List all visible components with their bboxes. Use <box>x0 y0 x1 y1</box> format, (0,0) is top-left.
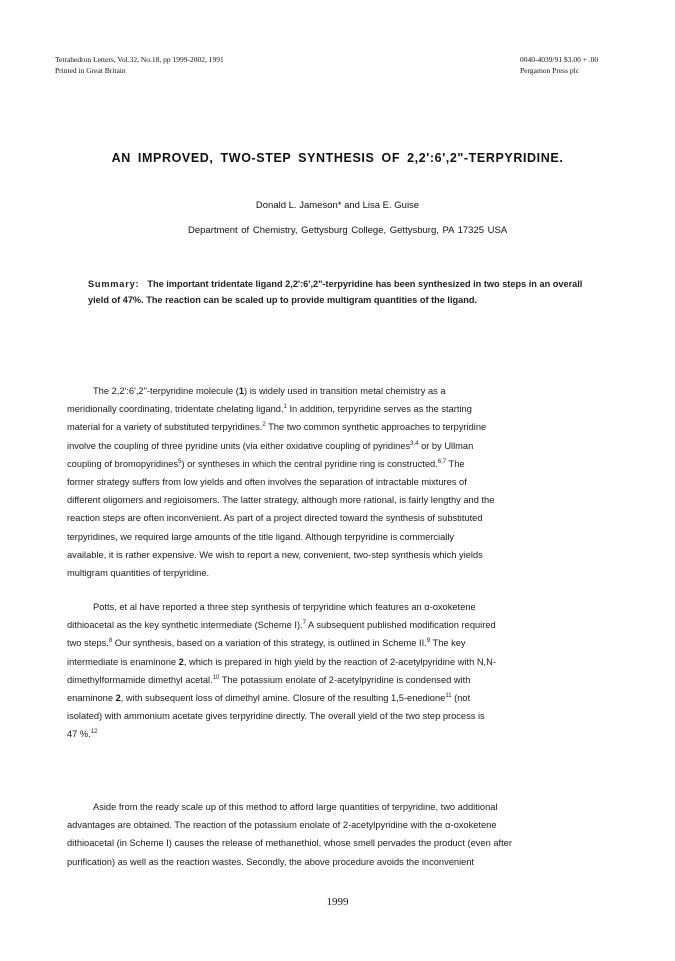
paper-title: AN IMPROVED, TWO-STEP SYNTHESIS OF 2,2':6',2"-TERPYRIDINE. <box>111 151 564 165</box>
citation: 1 <box>283 404 287 411</box>
text-line: meridionally coordinating, tridentate chelating ligand.$^1$ In addition, terpyridine serves as the starting <box>67 404 472 415</box>
paragraph-3 <box>67 798 612 871</box>
text-line: Potts, et al have reported a three step synthesis of terpyridine which features an α-oxoketene <box>93 602 476 612</box>
citation: 3,4 <box>410 440 419 447</box>
text-line: available, it is rather expensive. We wish to report a new, convenient, two-step synthesis which yields <box>67 549 483 560</box>
compound-number: 2 <box>178 656 184 667</box>
citation: 10 <box>212 674 220 681</box>
summary-text: The important tridentate ligand 2,2':6',2"-terpyridine has been synthesized in two steps in an overall yield of 47%. The reaction can be scaled up to provide multigram quantities of the ligand. <box>88 279 583 305</box>
citation: 2 <box>262 422 266 429</box>
text-line: involve the coupling of three pyridine units (via either oxidative coupling of pyridines$^{3,4}$ or by Ullman <box>67 440 474 451</box>
citation: 6,7 <box>437 458 447 465</box>
summary <box>88 276 598 308</box>
text-line: two steps.$^8$ Our synthesis, based on a variation of this strategy, is outlined in Scheme II.$^9$ The key <box>67 638 466 649</box>
paragraph-2 <box>67 598 612 744</box>
text-line: purification) as well as the reaction wastes. Secondly, the above procedure avoids the inconvenient <box>67 856 475 867</box>
text-line: enaminone 2, with subsequent loss of dimethyl amine. Closure of the resulting 1,5-enedione$^{11}$ (not <box>67 693 471 704</box>
journal-header <box>55 54 224 76</box>
compound-number: 1 <box>238 386 245 396</box>
citation: 7 <box>302 620 306 627</box>
summary-label: Summary: <box>88 279 140 289</box>
affiliation: Department of Chemistry, Gettysburg College, Gettysburg, PA 17325 USA <box>188 225 508 236</box>
text-line: dimethylformamide dimethyl acetal.$^{10}$ The potassium enolate of 2-acetylpyridine is condensed with <box>67 674 471 685</box>
citation: 8 <box>108 638 113 645</box>
citation: 12 <box>90 729 98 736</box>
text-line: Aside from the ready scale up of this method to afford large quantities of terpyridine, two additional <box>93 802 498 812</box>
text-line: material for a variety of substituted terpyridines.$^2$ The two common synthetic approaches to terpyridine <box>67 422 487 433</box>
publisher-header <box>520 54 598 76</box>
text-line: intermediate is enaminone 2, which is prepared in high yield by the reaction of 2-acetylpyridine with N,N- <box>67 656 496 667</box>
citation: 11 <box>445 693 452 700</box>
text-line: dithioacetal (in Scheme I) causes the release of methanethiol, whose smell pervades the product (even after <box>67 838 512 849</box>
text-line: terpyridines, we required large amounts of the title ligand. Although terpyridine is commercially <box>67 531 455 542</box>
publisher: Pergamon Press plc <box>520 66 580 75</box>
printed-in: Printed in Great Britain <box>55 66 126 75</box>
page-number: 1999 <box>326 896 349 908</box>
authors: Donald L. Jameson* and Lisa E. Guise <box>255 200 420 211</box>
issn-price: 0040-4039/91 $3.00 + .00 <box>520 55 599 64</box>
text-line: former strategy suffers from low yields and often involves the separation of intractable mixtures of <box>67 477 467 488</box>
text-line: isolated) with ammonium acetate gives terpyridine directly. The overall yield of the two step process is <box>67 711 485 722</box>
citation: 5 <box>178 458 182 465</box>
text-line: different oligomers and regioisomers. The latter strategy, although more rational, is fairly lengthy and the <box>67 495 495 506</box>
text-line: coupling of bromopyridines$^5$) or syntheses in which the central pyridine ring is constructed.$^{6,7}$ The <box>67 458 465 469</box>
paragraph-1 <box>67 382 612 582</box>
text-line: 47 %.$^{12}$ <box>67 729 98 740</box>
text-line: dithioacetal as the key synthetic intermediate (Scheme I).$^7$ A subsequent published modification required <box>67 620 496 631</box>
text-line: advantages are obtained. The reaction of the potassium enolate of 2-acetylpyridine with the α-oxoketene <box>67 820 497 831</box>
text-line: multigram quantities of terpyridine. <box>67 568 210 579</box>
compound-number: 2 <box>115 693 121 704</box>
journal-citation: Tetrahedron Letters, Vol.32, No.18, pp 1999-2002, 1991 <box>55 55 224 64</box>
citation: 9 <box>426 638 431 645</box>
text-line: The 2,2':6',2"-terpyridine molecule (1) is widely used in transition metal chemistry as a <box>93 386 446 396</box>
text-line: reaction steps are often inconvenient. As part of a project directed toward the synthesis of substituted <box>67 513 483 524</box>
